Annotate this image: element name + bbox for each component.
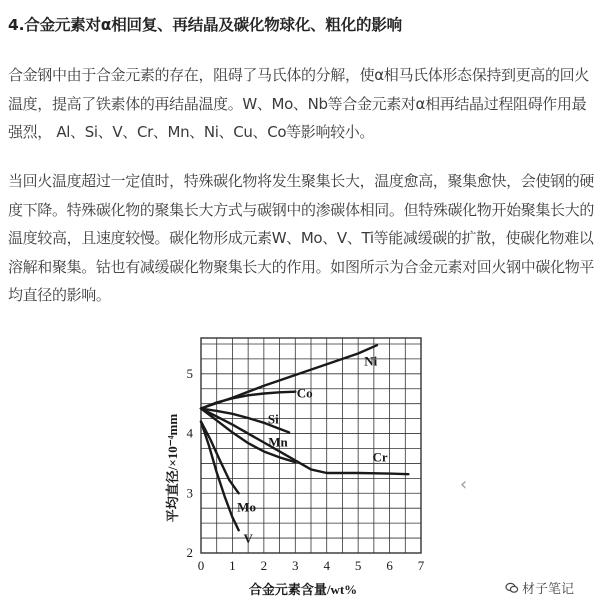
series-line-v (201, 422, 239, 531)
x-tick-label: 6 (386, 558, 393, 573)
x-tick-label: 3 (292, 558, 299, 573)
x-tick-label: 1 (229, 558, 236, 573)
y-tick-label: 2 (186, 545, 193, 560)
series-label-ni: Ni (364, 353, 378, 369)
series-label-v: V (243, 531, 253, 547)
carbide-diameter-chart (160, 330, 440, 605)
section-heading: 4.合金元素对α相回复、再结晶及碳化物球化、粗化的影响 (8, 16, 402, 34)
x-tick-label: 2 (260, 558, 268, 573)
series-label-si: Si (267, 411, 279, 427)
x-tick-label: 7 (417, 558, 425, 573)
wechat-icon (505, 581, 519, 595)
watermark-text: 材子笔记 (522, 582, 575, 597)
x-tick-label: 4 (323, 558, 330, 573)
series-label-cr: Cr (372, 449, 388, 465)
series-label-co: Co (296, 385, 313, 401)
x-tick-label: 5 (354, 558, 362, 573)
series-label-mn: Mn (268, 434, 288, 450)
y-tick-label: 5 (186, 365, 193, 381)
watermark (505, 578, 574, 597)
paragraph-coarsening: 当回火温度超过一定值时，特殊碳化物将发生聚集长大，温度愈高，聚集愈快，会使钢的硬度下降。特殊碳化物的聚集长大方式与碳钢中的渗碳体相同。但特殊碳化物开始聚集长大的温度较高，且速度较慢。碳化物形成元素W、Mo、V、Ti等能减缓碳的扩散，使碳化物难以溶解和聚集。钴也有减缓碳化物聚集长大的作用。如图所示为合金元素对回火钢中碳化物平均直径的影响。 (8, 172, 595, 304)
y-tick-label: 4 (186, 425, 193, 441)
y-axis-label: 平均直径/×10⁻⁴mm (165, 413, 180, 523)
carousel-arrow-icon[interactable]: ‹ (460, 474, 468, 495)
x-tick-label: 0 (197, 558, 205, 573)
x-axis-label: 合金元素含量/wt% (248, 582, 358, 597)
y-tick-label: 3 (186, 485, 193, 501)
series-label-mo: Mo (237, 499, 256, 515)
paragraph-recovery: 合金钢中由于合金元素的存在，阻碍了马氏体的分解，使α相马氏体形态保持到更高的回火温度，提高了铁素体的再结晶温度。W、Mo、Nb等合金元素对α相再结晶过程阻碍作用最强烈， Al、Si、V、Cr、Mn、Ni、Cu、Co等影响较小。 (8, 66, 589, 141)
